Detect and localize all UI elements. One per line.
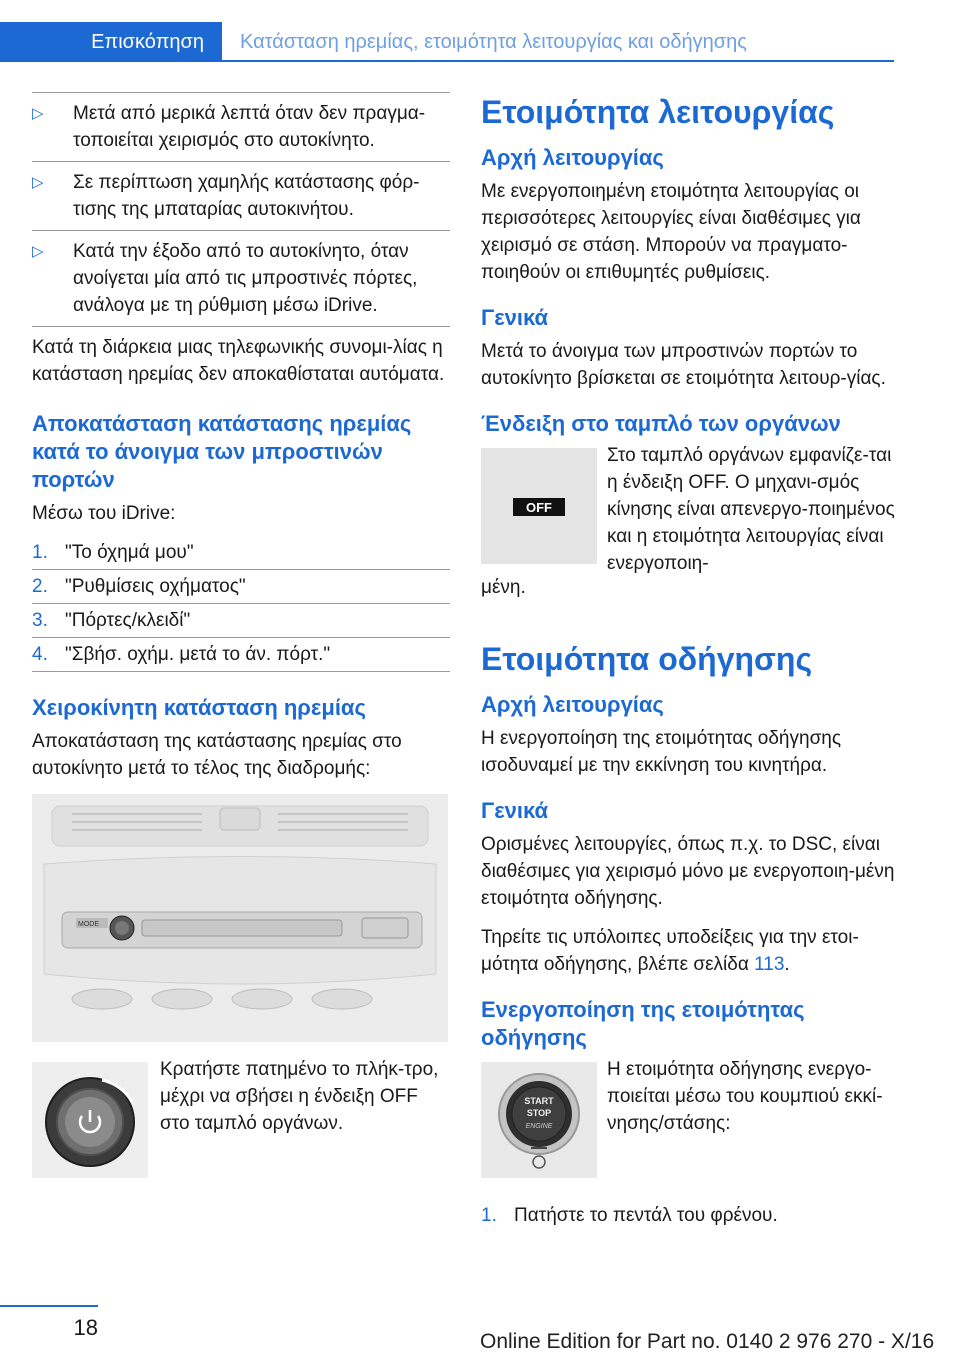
divider: [32, 326, 450, 327]
radio-console-illustration: [32, 794, 448, 1042]
list-item: 1. Πατήστε το πεντάλ του φρένου.: [481, 1205, 778, 1226]
paragraph: μένη.: [481, 577, 526, 598]
chapter-title: Ετοιμότητα οδήγησης: [481, 641, 813, 677]
knob-row: [32, 1059, 450, 1182]
off-indicator: OFF: [513, 498, 565, 516]
divider: [32, 671, 450, 672]
svg-text:MODE: MODE: [78, 921, 99, 928]
svg-text:START: START: [524, 1096, 554, 1106]
list-item: ▷ Κατά την έξοδο από το αυτοκίνητο, όταν ανοίγεται μία από τις μπροστινές πόρτες, ανάλογα με τη ρύθμιση μέσω iDrive.: [32, 238, 450, 319]
page-number: 18: [73, 1315, 98, 1340]
divider: [32, 603, 450, 604]
svg-text:ENGINE: ENGINE: [525, 1123, 553, 1130]
triangle-bullet-icon: ▷: [32, 243, 44, 260]
list-item: ▷ Μετά από μερικά λεπτά όταν δεν πραγμα-τοποιείται χειρισμός στο αυτοκίνητο.: [32, 100, 450, 154]
edition-note: Online Edition for Part no. 0140 2 976 270 - X/16: [480, 1330, 935, 1353]
radio-console-image: [32, 794, 448, 1042]
divider: [32, 569, 450, 570]
left-column: [32, 92, 450, 1182]
tab-overview[interactable]: Επισκόπηση: [0, 22, 222, 62]
numbered-list: [32, 539, 450, 672]
footer-rule: [0, 1305, 98, 1307]
divider: [32, 161, 450, 162]
divider: [32, 637, 450, 638]
paragraph: Τηρείτε τις υπόλοιπες υποδείξεις για την ετοι-μότητα οδήγησης, βλέπε σελίδα 113.: [481, 927, 859, 975]
paragraph: Μετά το άνοιγμα των μπροστινών πορτών το αυτοκίνητο βρίσκεται σε ετοιμότητα λειτουρ-γίας.: [481, 341, 886, 389]
svg-text:STOP: STOP: [526, 1108, 552, 1118]
list-item: ▷ Σε περίπτωση χαμηλής κατάστασης φόρ-τισης της μπαταρίας αυτοκινήτου.: [32, 169, 450, 223]
divider: [32, 92, 450, 93]
right-column: [481, 92, 901, 1229]
chapter-title: Ετοιμότητα λειτουργίας: [481, 94, 835, 130]
triangle-bullet-icon: ▷: [32, 174, 44, 191]
list-item: 2. "Ρυθμίσεις οχήματος": [32, 576, 246, 597]
paragraph: Μέσω του iDrive:: [32, 503, 176, 524]
divider: [32, 230, 450, 231]
list-item: 3. "Πόρτες/κλειδί": [32, 610, 191, 631]
paragraph: Με ενεργοποιημένη ετοιμότητα λειτουργίας οι περισσότερες λειτουργίες είναι διαθέσιμες για χειρισμό σε στάση. Μπορούν να πραγματο-ποιηθούν οι επιθυμητές ρυθμίσεις.: [481, 181, 861, 283]
section-heading: Αρχή λειτουργίας: [481, 145, 664, 170]
paragraph: Στο ταμπλό οργάνων εμφανίζε-ται η ένδειξη OFF. Ο μηχανι-σμός κίνησης είναι απενεργο-ποιημένος και η ετοιμότητα λειτουργίας είναι ενεργοποιη-: [607, 445, 895, 574]
section-heading: Αποκατάσταση κατάστασης ηρεμίας κατά το άνοιγμα των μπροστινών πορτών: [32, 411, 412, 492]
power-knob-image: [32, 1062, 148, 1178]
list-item: 4. "Σβήσ. οχήμ. μετά το άν. πόρτ.": [32, 644, 331, 665]
section-heading: Ένδειξη στο ταμπλό των οργάνων: [481, 411, 841, 436]
paragraph: Κρατήστε πατημένο το πλήκ-τρο, μέχρι να σβήσει η ένδειξη OFF στο ταμπλό οργάνων.: [160, 1059, 439, 1134]
start-button-row: [481, 1059, 901, 1182]
section-heading: Ενεργοποίηση της ετοιμότητας οδήγησης: [481, 997, 805, 1050]
section-title[interactable]: Κατάσταση ηρεμίας, ετοιμότητα λειτουργίας και οδήγησης: [240, 30, 747, 53]
start-stop-button-image: [481, 1062, 597, 1178]
section-heading: Γενικά: [481, 305, 549, 330]
off-display-image: [481, 448, 597, 564]
header-rule: [222, 60, 894, 62]
page-link[interactable]: 113: [754, 954, 785, 975]
triangle-bullet-icon: ▷: [32, 105, 44, 122]
paragraph: Ορισμένες λειτουργίες, όπως π.χ. το DSC, είναι διαθέσιμες για χειρισμό μόνο με ενεργοποιη-μένη ετοιμότητα οδήγησης.: [481, 834, 895, 909]
paragraph: Κατά τη διάρκεια μιας τηλεφωνικής συνομι-λίας η κατάσταση ηρεμίας δεν αποκαθίσταται αυτόματα.: [32, 337, 445, 385]
start-stop-button-icon: [481, 1062, 597, 1178]
paragraph: Η ενεργοποίηση της ετοιμότητας οδήγησης ισοδυναμεί με την εκκίνηση του κινητήρα.: [481, 728, 842, 776]
list-item: 1. "Το όχημά μου": [32, 542, 194, 563]
paragraph: Αποκατάσταση της κατάστασης ηρεμίας στο αυτοκίνητο μετά το τέλος της διαδρομής:: [32, 731, 402, 779]
section-heading: Αρχή λειτουργίας: [481, 692, 664, 717]
section-heading: Γενικά: [481, 798, 549, 823]
header-bar: [0, 0, 960, 62]
paragraph: Η ετοιμότητα οδήγησης ενεργο-ποιείται μέσω του κουμπιού εκκί-νησης/στάσης:: [607, 1059, 883, 1134]
power-knob-icon: [32, 1062, 148, 1178]
display-row: [481, 445, 901, 578]
section-heading: Χειροκίνητη κατάσταση ηρεμίας: [32, 695, 366, 720]
